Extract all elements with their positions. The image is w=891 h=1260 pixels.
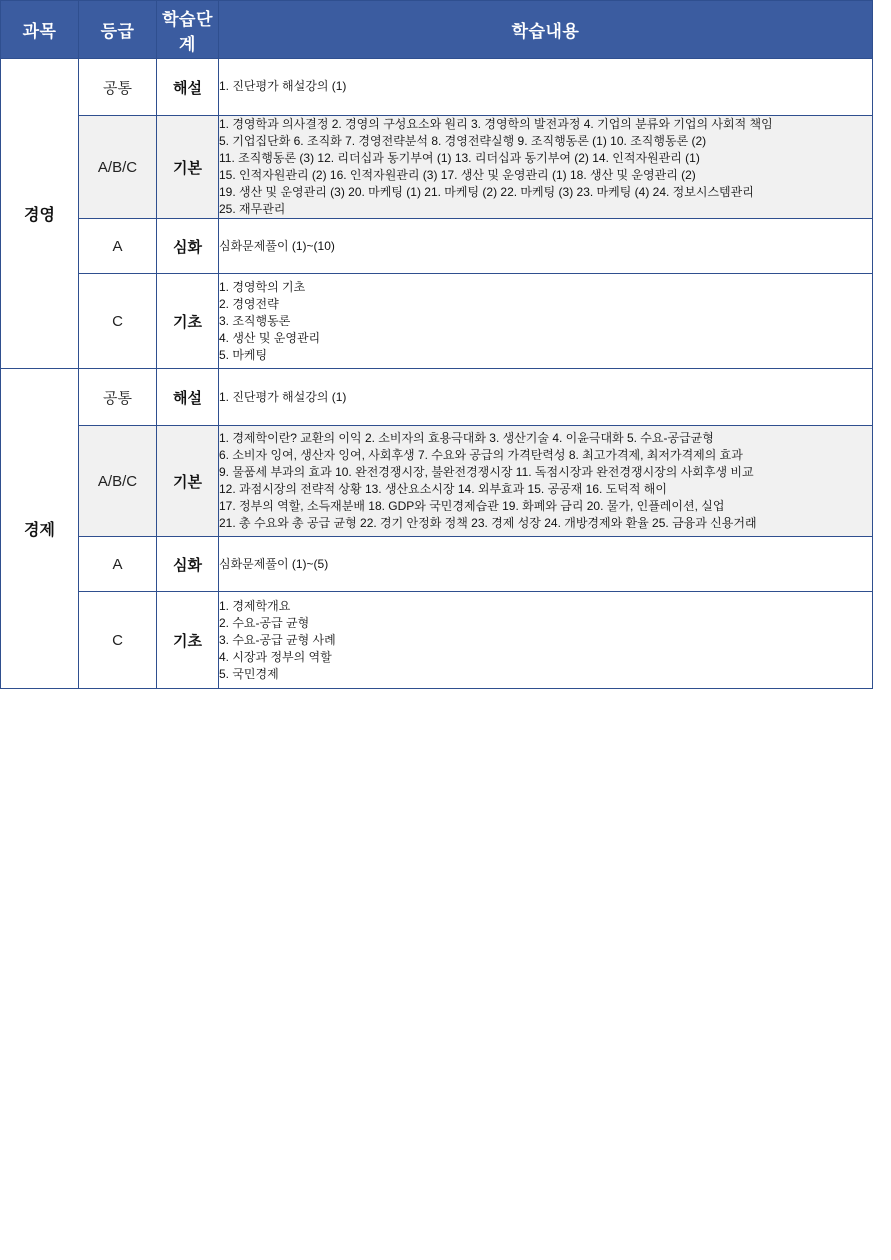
content-line: 1. 경영학과 의사결정 2. 경영의 구성요소와 원리 3. 경영학의 발전과정 4. 기업의 분류와 기업의 사회적 책임 (219, 117, 773, 131)
content-line: 11. 조직행동론 (3) 12. 리더십과 동기부여 (1) 13. 리더십과 동기부여 (2) 14. 인적자원관리 (1) (219, 151, 700, 166)
grade-cell: A (79, 219, 157, 274)
content-line: 9. 물품세 부과의 효과 10. 완전경쟁시장, 불완전경쟁시장 11. 독점시장과 완전경쟁시장의 사회후생 비교 (219, 465, 754, 480)
table-row (1, 426, 873, 537)
content-line: 1. 진단평가 해설강의 (1) (219, 79, 347, 94)
content-line: 12. 과점시장의 전략적 상황 13. 생산요소시장 14. 외부효과 15. 공공재 16. 도덕적 해이 (219, 482, 667, 497)
grade-cell: A/B/C (79, 426, 157, 537)
header-row (1, 1, 873, 59)
content-line: 심화문제풀이 (1)~(10) (219, 238, 335, 253)
content-line: 1. 경제학개요 (219, 598, 291, 613)
content-line: 2. 수요-공급 균형 (219, 615, 310, 630)
table-row (1, 592, 873, 689)
header-content: 학습내용 (219, 1, 873, 59)
content-line: 4. 시장과 정부의 역할 (219, 649, 332, 664)
content-line: 19. 생산 및 운영관리 (3) 20. 마케팅 (1) 21. 마케팅 (2) 22. 마케팅 (3) 23. 마케팅 (4) 24. 정보시스템관리 (219, 185, 754, 200)
grade-cell: A (79, 537, 157, 592)
content-line: 4. 생산 및 운영관리 (219, 330, 321, 345)
content-line: 15. 인적자원관리 (2) 16. 인적자원관리 (3) 17. 생산 및 운영관리 (1) 18. 생산 및 운영관리 (2) (219, 168, 696, 183)
content-line: 6. 소비자 잉여, 생산자 잉여, 사회후생 7. 수요와 공급의 가격탄력성 8. 최고가격제, 최저가격제의 효과 (219, 448, 743, 463)
content-cell (219, 274, 873, 369)
content-line: 1. 경제학이란? 교환의 이익 2. 소비자의 효용극대화 3. 생산기술 4. 이윤극대화 5. 수요-공급균형 (219, 431, 714, 446)
table-row (1, 59, 873, 116)
header-grade: 등급 (79, 1, 157, 59)
stage-cell: 해설 (157, 59, 219, 116)
content-cell (219, 592, 873, 689)
content-line: 2. 경영전략 (219, 296, 279, 311)
content-line: 21. 총 수요와 총 공급 균형 22. 경기 안정화 정책 23. 경제 성장 24. 개방경제와 환율 25. 금융과 신용거래 (219, 516, 757, 531)
table-body (1, 59, 873, 689)
table-row (1, 219, 873, 274)
content-line: 3. 수요-공급 균형 사례 (219, 632, 336, 647)
content-cell (219, 537, 873, 592)
content-line: 5. 국민경제 (219, 666, 279, 681)
stage-cell: 기본 (157, 116, 219, 219)
subject-cell: 경제 (1, 369, 79, 689)
grade-cell: 공통 (79, 369, 157, 426)
content-line: 심화문제풀이 (1)~(5) (219, 556, 329, 571)
content-line: 17. 정부의 역할, 소득재분배 18. GDP와 국민경제습관 19. 화폐와 금리 20. 물가, 인플레이션, 실업 (219, 499, 725, 514)
content-line: 1. 진단평가 해설강의 (1) (219, 389, 347, 404)
content-cell (219, 369, 873, 426)
header-subject: 과목 (1, 1, 79, 59)
content-line: 25. 재무관리 (219, 202, 286, 217)
table-row (1, 274, 873, 369)
content-line: 3. 조직행동론 (219, 313, 291, 328)
grade-cell: C (79, 274, 157, 369)
header-stage: 학습단계 (157, 1, 219, 59)
content-cell (219, 426, 873, 537)
grade-cell: A/B/C (79, 116, 157, 219)
stage-cell: 심화 (157, 537, 219, 592)
table-row (1, 537, 873, 592)
content-line: 5. 마케팅 (219, 347, 268, 362)
table-header (1, 1, 873, 59)
subject-cell: 경영 (1, 59, 79, 369)
table-row (1, 369, 873, 426)
stage-cell: 해설 (157, 369, 219, 426)
table-row (1, 116, 873, 219)
content-line: 1. 경영학의 기초 (219, 279, 306, 294)
content-line: 5. 기업집단화 6. 조직화 7. 경영전략분석 8. 경영전략실행 9. 조직행동론 (1) 10. 조직행동론 (2) (219, 134, 707, 149)
content-cell (219, 219, 873, 274)
grade-cell: 공통 (79, 59, 157, 116)
stage-cell: 심화 (157, 219, 219, 274)
grade-cell: C (79, 592, 157, 689)
content-cell (219, 116, 873, 219)
stage-cell: 기초 (157, 274, 219, 369)
content-cell (219, 59, 873, 116)
stage-cell: 기초 (157, 592, 219, 689)
stage-cell: 기본 (157, 426, 219, 537)
